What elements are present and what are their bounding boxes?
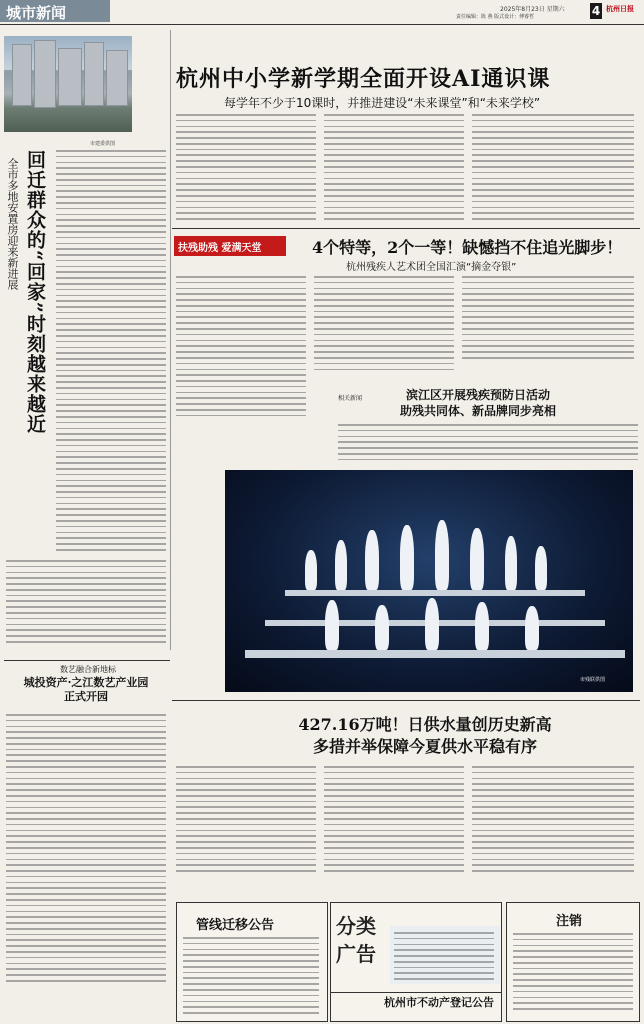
main-story-col1 [176,114,316,224]
page-number: 4 [591,4,601,18]
header-rule [0,24,644,25]
cancellation-title: 注销 [556,914,583,929]
water-story-col1 [176,766,316,876]
resettlement-housing-photo [4,36,132,132]
disability-story-col2 [314,276,454,374]
left-story-headline: 回迁群众的“回家”时刻越来越近 [24,150,46,434]
classified-title: 分类 [336,914,376,938]
main-story-col2 [324,114,464,224]
culture-rule [4,660,170,661]
section-rule [172,228,640,229]
culture-headline-line2: 正式开园 [64,690,108,703]
estate-notice-title: 杭州市不动产登记公告 [384,996,494,1009]
related-news-kicker: 相关新闻 [338,395,363,402]
water-story-col2 [324,766,464,876]
related-news-headline [390,387,566,419]
culture-story-body [6,714,166,986]
water-rule [172,700,640,701]
main-story-col3 [472,114,634,224]
disability-story-col1 [176,276,306,421]
left-story-subheadline: 全市多地安置房迎来新进展 [6,158,19,290]
pipe-notice-title: 管线迁移公告 [196,918,275,933]
issue-date: 2025年8月23日 星期六 [500,6,565,13]
classified-title-2: 广告 [336,942,376,966]
section-title: 城市新闻 [6,4,67,22]
left-story-body [56,150,166,555]
water-story-col3 [472,766,634,876]
culture-story-headline [6,676,166,704]
classified-listing [390,926,500,984]
related-news-headline-line2: 助残共同体、新品牌同步亮相 [399,404,556,418]
paper-name: 杭州日报 [606,4,634,13]
main-headline: 杭州中小学新学期全面开设AI通识课 [176,66,551,92]
editor-credit: 责任编辑：陈 燕 版式设计：傅睿哲 [456,14,535,20]
cancellation-body [513,933,633,1014]
performance-photo [225,470,633,692]
culture-headline-line1: 城投资产·之江数艺产业园 [23,676,149,689]
culture-story-kicker: 数艺融合新地标 [60,665,116,674]
pipe-notice-body [183,937,319,1018]
housing-photo-credit: 市建委供图 [90,141,116,147]
related-news-body [338,424,638,464]
water-headline-line1: 427.16万吨！日供水量创历史新高 [298,715,552,734]
main-subheadline: 每学年不少于10课时，并推进建设“未来课堂”和“未来学校” [224,96,541,110]
disability-story-subheadline: 杭州残疾人艺术团全国汇演“摘金夺银” [346,262,517,273]
water-headline-line2: 多措并举保障今夏供水平稳有序 [312,737,537,756]
water-story-headline [260,714,590,758]
left-story-body-cont [6,560,166,647]
performance-photo-credit: 市残联供图 [580,677,606,683]
story-banner-text: 扶残助残 爱满天堂 [178,243,262,254]
related-news-headline-line1: 滨江区开展残疾预防日活动 [405,388,550,402]
column-separator [170,30,171,650]
disability-story-headline: 4个特等，2个一等！缺憾挡不住追光脚步！ [312,238,623,257]
disability-story-col3 [462,276,634,363]
